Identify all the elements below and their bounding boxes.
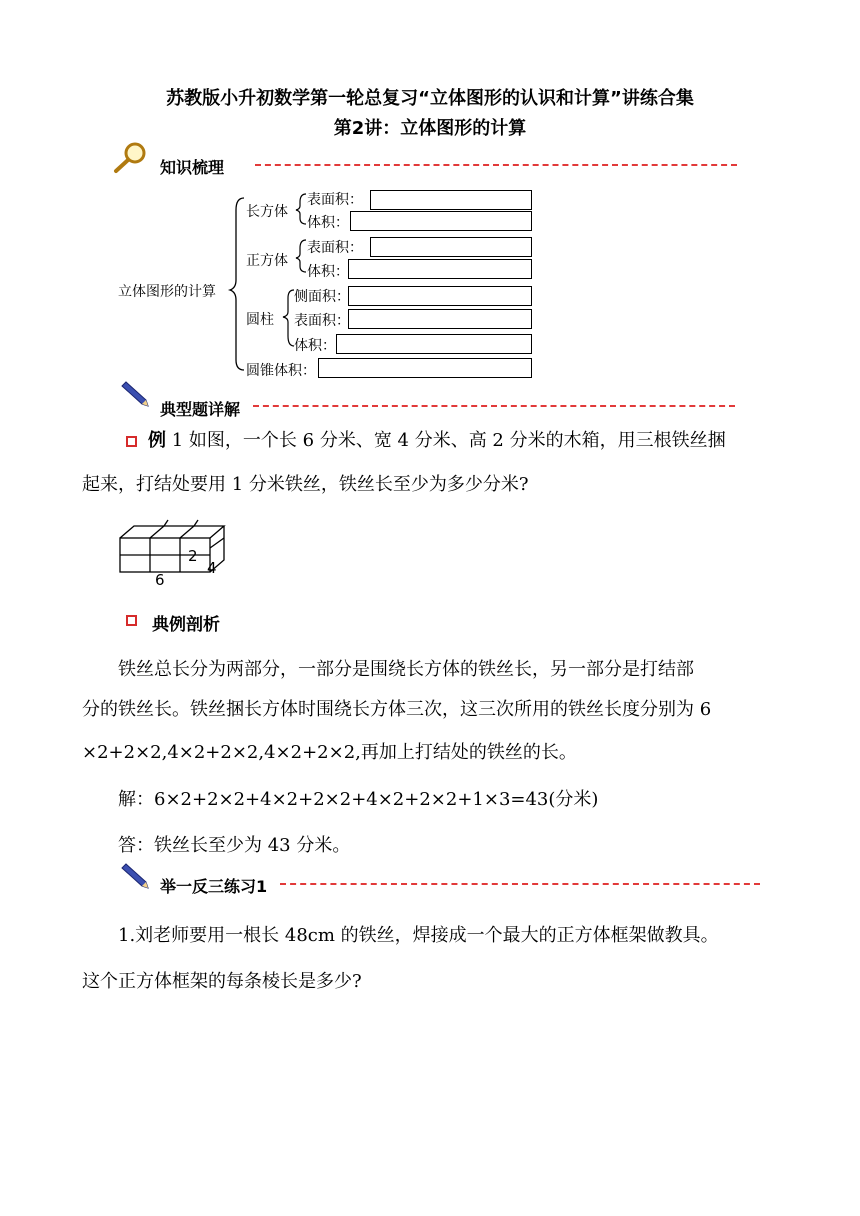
wooden-box-figure [112,516,232,588]
example-text: 如图，一个长 6 分米、宽 4 分米、高 2 分米的木箱，用三根铁丝捆 [188,430,726,451]
section-knowledge-heading: 知识梳理 [160,158,225,177]
example-label: 例 [148,430,166,451]
cube-volume-blank [348,259,532,279]
cylinder-surface-label: 表面积： [294,313,350,329]
cylinder-lateral-label: 侧面积： [294,289,350,305]
section-divider [280,883,760,885]
section-divider [253,405,735,407]
figure-width-label: 4 [207,559,217,577]
cylinder-surface-blank [348,309,532,329]
cube-label: 正方体 [246,253,288,269]
page-title: 苏教版小升初数学第一轮总复习“立体图形的认识和计算”讲练合集 [166,88,694,109]
cone-volume-blank [318,358,532,378]
cylinder-lateral-blank [348,286,532,306]
analysis-line-1: 铁丝总长分为两部分，一部分是围绕长方体的铁丝长，另一部分是打结部 [118,659,694,680]
answer-line: 答：铁丝长至少为 43 分米。 [118,835,351,856]
pencil-icon [118,380,152,410]
section-analysis-heading: 典例剖析 [152,615,220,635]
pencil-icon [118,862,152,892]
cuboid-surface-blank [370,190,532,210]
concept-map [0,0,860,400]
cube-surface-label: 表面积： [307,240,363,256]
practice-question-1-line-2: 这个正方体框架的每条棱长是多少? [82,971,362,992]
bullet-square-icon [126,436,137,447]
figure-length-label: 6 [155,571,165,589]
cylinder-label: 圆柱 [246,312,274,328]
cube-volume-label: 体积： [307,264,349,280]
practice-question-1-line-1: 1.刘老师要用一根长 48cm 的铁丝，焊接成一个最大的正方体框架做教具。 [118,925,719,946]
example-1-line-1 [148,424,726,458]
analysis-line-2: 分的铁丝长。铁丝捆长方体时围绕长方体三次，这三次所用的铁丝长度分别为 6 [82,699,712,720]
cuboid-label: 长方体 [246,204,288,220]
figure-height-label: 2 [188,547,198,565]
cuboid-surface-label: 表面积： [307,192,363,208]
cone-volume-label: 圆锥体积： [246,363,316,379]
cuboid-volume-blank [350,211,532,231]
example-number: 1 [171,430,184,451]
cuboid-volume-label: 体积： [307,215,349,231]
section-practice-heading: 举一反三练习1 [160,877,268,896]
bullet-square-icon [126,615,137,626]
cube-surface-blank [370,237,532,257]
page-subtitle: 第2讲：立体图形的计算 [333,118,527,139]
concept-map-root: 立体图形的计算 [118,284,216,300]
cylinder-volume-label: 体积： [294,338,336,354]
example-1-line-2: 起来，打结处要用 1 分米铁丝，铁丝长至少为多少分米? [82,474,529,495]
cylinder-volume-blank [336,334,532,354]
section-examples-heading: 典型题详解 [160,400,241,419]
analysis-line-3: ×2+2×2,4×2+2×2,4×2+2×2,再加上打结处的铁丝的长。 [82,742,577,763]
solution-line: 解：6×2+2×2+4×2+2×2+4×2+2×2+1×3=43(分米) [118,789,599,810]
